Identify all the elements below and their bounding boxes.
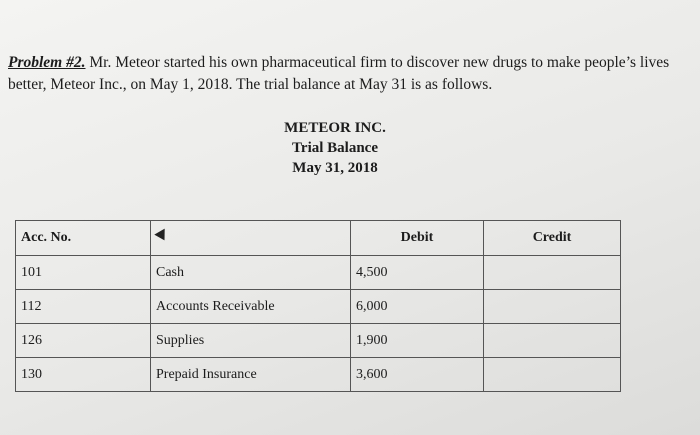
statement-title: Trial Balance: [292, 140, 378, 156]
table-row: [16, 290, 621, 324]
table-row: [16, 256, 621, 290]
problem-label: Problem #2.: [8, 54, 86, 71]
account-cell: Prepaid Insurance: [151, 358, 351, 392]
trial-balance-table: [15, 220, 621, 392]
credit-cell[interactable]: [484, 256, 621, 290]
header-credit: Credit: [484, 221, 621, 256]
table-row: [16, 324, 621, 358]
debit-cell: 4,500: [351, 256, 484, 290]
table-header-row: [16, 221, 621, 256]
account-cell: Cash: [151, 256, 351, 290]
mouse-pointer-icon: [154, 229, 169, 244]
debit-cell: 3,600: [351, 358, 484, 392]
company-name: METEOR INC.: [284, 120, 386, 136]
credit-cell[interactable]: [484, 290, 621, 324]
acc-no-cell: 126: [16, 324, 151, 358]
statement-date: May 31, 2018: [292, 160, 378, 176]
account-cell: Accounts Receivable: [151, 290, 351, 324]
problem-statement: [8, 52, 688, 96]
acc-no-cell: 112: [16, 290, 151, 324]
statement-heading: [230, 118, 440, 178]
credit-cell[interactable]: [484, 324, 621, 358]
table-row: [16, 358, 621, 392]
problem-text: Mr. Meteor started his own pharmaceutical firm to discover new drugs to make people’s lives better, Meteor Inc., on May 1, 2018. The trial balance at May 31 is as follows.: [8, 54, 670, 93]
header-acc-no: Acc. No.: [16, 221, 151, 256]
account-cell: Supplies: [151, 324, 351, 358]
debit-cell: 1,900: [351, 324, 484, 358]
header-debit: Debit: [351, 221, 484, 256]
acc-no-cell: 101: [16, 256, 151, 290]
acc-no-cell: 130: [16, 358, 151, 392]
debit-cell: 6,000: [351, 290, 484, 324]
header-account: [151, 221, 351, 256]
credit-cell[interactable]: [484, 358, 621, 392]
